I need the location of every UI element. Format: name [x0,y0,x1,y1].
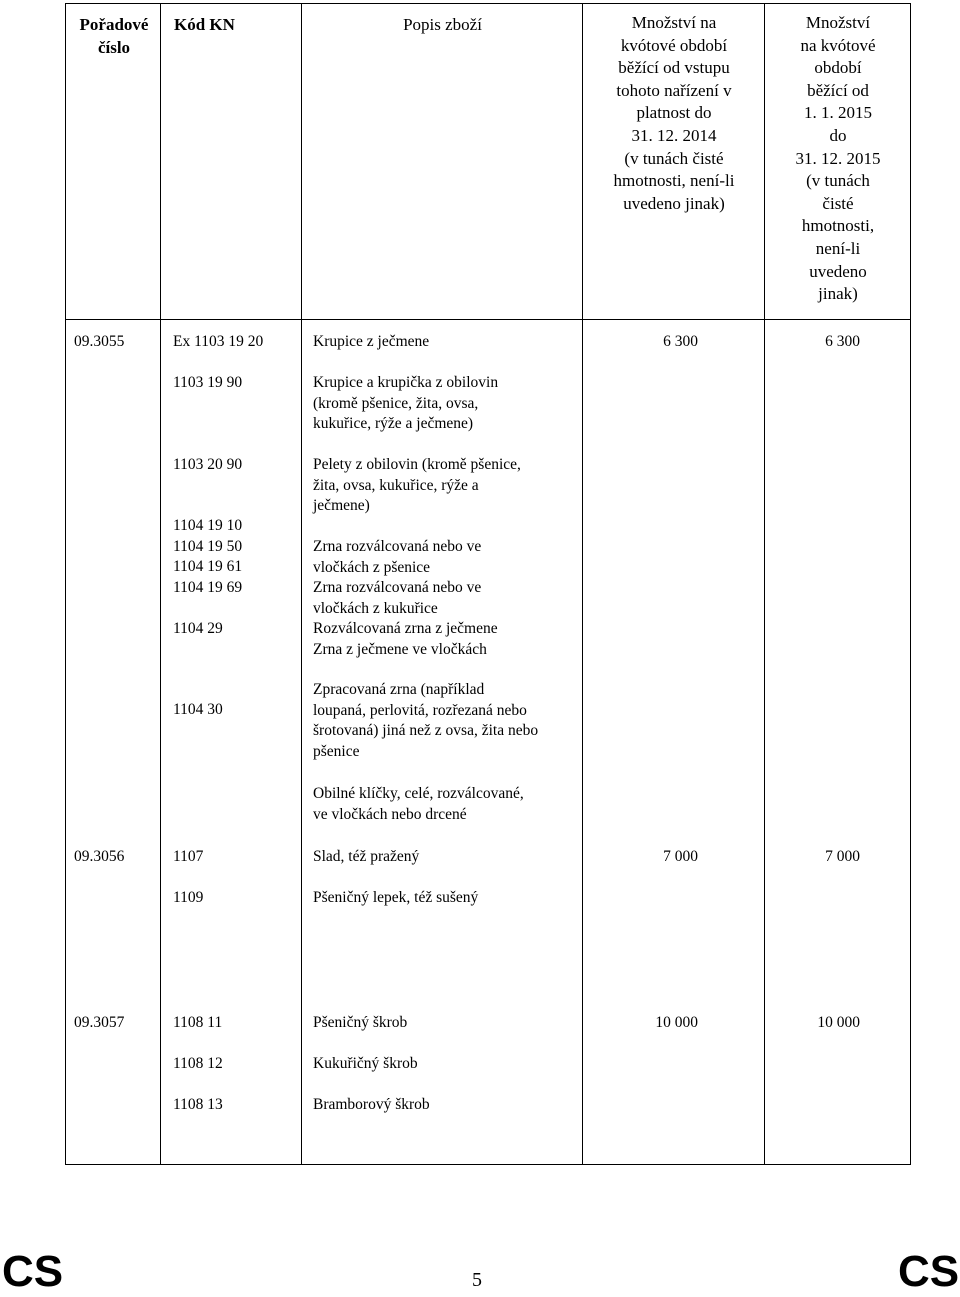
column-divider [301,3,302,1165]
cn-code: 1107 [173,848,204,865]
goods-description: Kukuřičný škrob [313,1055,418,1072]
goods-description: Pšeničný škrob [313,1014,408,1031]
goods-description: Zpracovaná zrna (například loupaná, perlovitá, rozřezaná nebo šrotovaná) jiná než z ovsa, žita nebo pšenice [313,681,539,760]
column-divider [582,3,583,1165]
cn-code: 1108 11 [173,1014,223,1031]
column-divider [160,3,161,1165]
cn-code: 1109 [173,889,204,906]
header-description: Popis zboží [403,15,482,34]
cn-code: 1104 30 [173,701,223,718]
cn-code: 1104 29 [173,620,223,637]
order-number: 09.3055 [74,333,125,350]
header-quota-2014: Množství na kvótové období běžící od vstupu tohoto nařízení v platnost do 31. 12. 2014 (v tunách čisté hmotnosti, není-li uvedeno jinak) [613,13,735,213]
page-number: 5 [472,1269,482,1291]
goods-description: Krupice a krupička z obilovin (kromě pšenice, žita, ovsa, kukuřice, rýže a ječmene) [313,374,499,432]
header-order-number: Pořadové číslo [79,15,149,57]
language-mark-right: CS [898,1247,960,1296]
order-number: 09.3057 [74,1014,125,1031]
cn-code: Ex 1103 19 20 [173,333,264,350]
language-mark-left: CS [2,1247,64,1296]
cn-code: 1108 13 [173,1096,223,1113]
cn-code: 1103 20 90 [173,456,243,473]
order-number: 09.3056 [74,848,125,865]
cn-code: 1108 12 [173,1055,223,1072]
goods-description: Obilné klíčky, celé, rozválcované, ve vločkách nebo drcené [313,785,524,823]
quota-2014-value: 7 000 [663,848,698,865]
quota-2015-value: 7 000 [825,848,860,865]
quota-2015-value: 10 000 [817,1014,860,1031]
goods-description: Krupice z ječmene [313,333,430,350]
goods-description: Slad, též pražený [313,848,420,865]
quota-2014-value: 10 000 [655,1014,698,1031]
quota-2015-value: 6 300 [825,333,860,350]
header-cn-code: Kód KN [174,15,235,34]
header-quota-2015: Množství na kvótové období běžící od 1. 1. 2015 do 31. 12. 2015 (v tunách čisté hmotnosti, není-li uvedeno jinak) [795,13,881,304]
cn-code: 1104 19 10 1104 19 50 1104 19 61 1104 19 69 [173,517,243,596]
cn-code: 1103 19 90 [173,374,243,391]
column-divider [764,3,765,1165]
goods-description: Bramborový škrob [313,1096,430,1113]
goods-description: Zrna rozválcovaná nebo ve vločkách z pšenice Zrna rozválcovaná nebo ve vločkách z kukuřice Rozválcovaná zrna z ječmene Zrna z ječmene ve vločkách [313,538,498,658]
goods-description: Pelety z obilovin (kromě pšenice, žita, ovsa, kukuřice, rýže a ječmene) [313,456,521,514]
header-divider [65,319,911,320]
quota-2014-value: 6 300 [663,333,698,350]
goods-description: Pšeničný lepek, též sušený [313,889,479,906]
